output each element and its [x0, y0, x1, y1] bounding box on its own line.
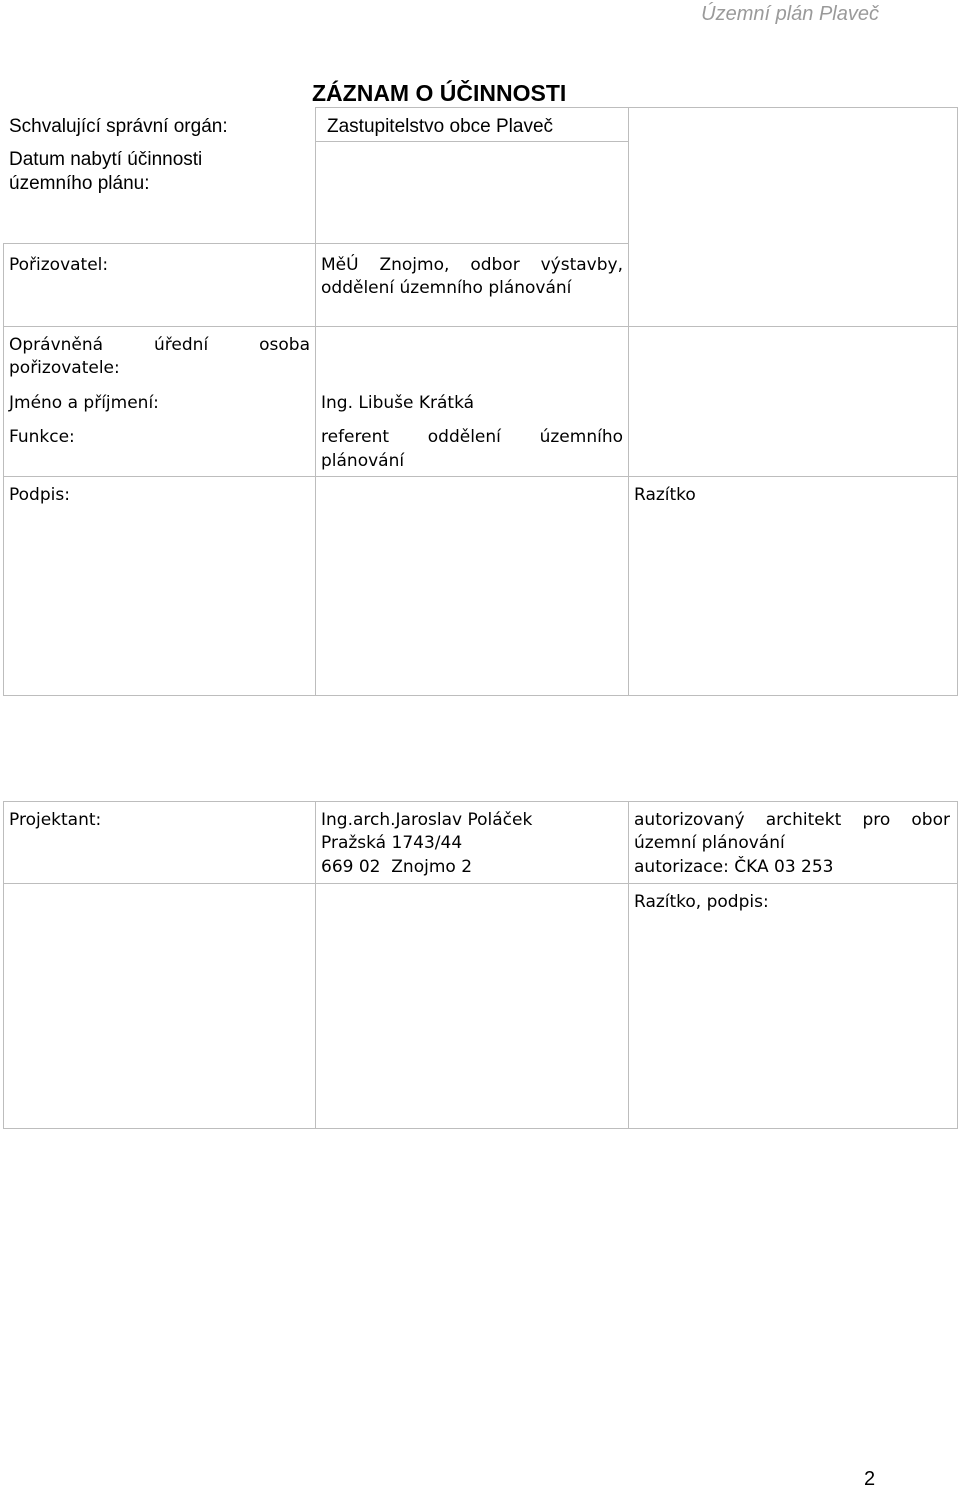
table-rule [315, 141, 629, 142]
designer-role [634, 809, 950, 832]
text-word: referent [321, 427, 390, 447]
authorized-person-label [9, 334, 310, 357]
name-label: Jméno a příjmení: [9, 393, 159, 413]
text-word: územního [539, 427, 623, 447]
function-value-cont: plánování [321, 451, 405, 471]
table-rule [315, 801, 316, 1129]
text-word: odbor [470, 255, 520, 275]
text-word: oddělení [427, 427, 501, 447]
name-value: Ing. Libuše Krátká [321, 393, 475, 413]
page-number: 2 [864, 1468, 876, 1490]
text-word: pro [862, 810, 891, 830]
function-label: Funkce: [9, 427, 75, 447]
text-word: MěÚ [321, 255, 359, 275]
table-rule [3, 801, 4, 1129]
table-rule [3, 243, 629, 244]
table-rule [3, 326, 958, 327]
authorized-person-label-cont: pořizovatele: [9, 358, 120, 378]
table-rule [628, 107, 629, 696]
text-word: Znojmo, [379, 255, 450, 275]
table-rule [628, 801, 629, 1129]
designer-label: Projektant: [9, 810, 102, 830]
signature-label: Podpis: [9, 485, 70, 505]
text-word: výstavby, [540, 255, 623, 275]
table-rule [957, 801, 958, 1129]
approving-body-value: Zastupitelstvo obce Plaveč [327, 116, 554, 137]
effective-date-label: Datum nabytí účinnosti [9, 149, 203, 170]
text-word: architekt [765, 810, 842, 830]
designer-name: Ing.arch.Jaroslav Poláček [321, 810, 533, 830]
designer-stamp-signature-label: Razítko, podpis: [634, 892, 769, 912]
function-value [321, 426, 623, 449]
table-rule [3, 883, 958, 884]
table-rule [3, 1128, 958, 1129]
text-word: autorizovaný [634, 810, 745, 830]
table-rule [3, 243, 4, 696]
running-header: Územní plán Plaveč [701, 3, 879, 25]
procurer-label: Pořizovatel: [9, 255, 109, 275]
table-rule [3, 695, 958, 696]
designer-role-cont: územní plánování [634, 833, 785, 853]
designer-authorization: autorizace: ČKA 03 253 [634, 857, 834, 877]
table-rule [957, 107, 958, 696]
text-word: Oprávněná [9, 335, 104, 355]
text-word: úřední [154, 335, 209, 355]
procurer-value [321, 254, 623, 277]
stamp-label: Razítko [634, 485, 696, 505]
effective-date-label-cont: územního plánu: [9, 173, 150, 194]
table-rule [315, 107, 316, 696]
approving-body-label: Schvalující správní orgán: [9, 116, 228, 137]
table-rule [315, 107, 958, 108]
text-word: osoba [259, 335, 310, 355]
procurer-value-cont: oddělení územního plánování [321, 278, 572, 298]
table-rule [3, 476, 958, 477]
designer-street: Pražská 1743/44 [321, 833, 463, 853]
text-word: obor [911, 810, 950, 830]
designer-city: 669 02 Znojmo 2 [321, 857, 473, 877]
record-title: ZÁZNAM O ÚČINNOSTI [312, 80, 567, 106]
table-rule [3, 801, 958, 802]
